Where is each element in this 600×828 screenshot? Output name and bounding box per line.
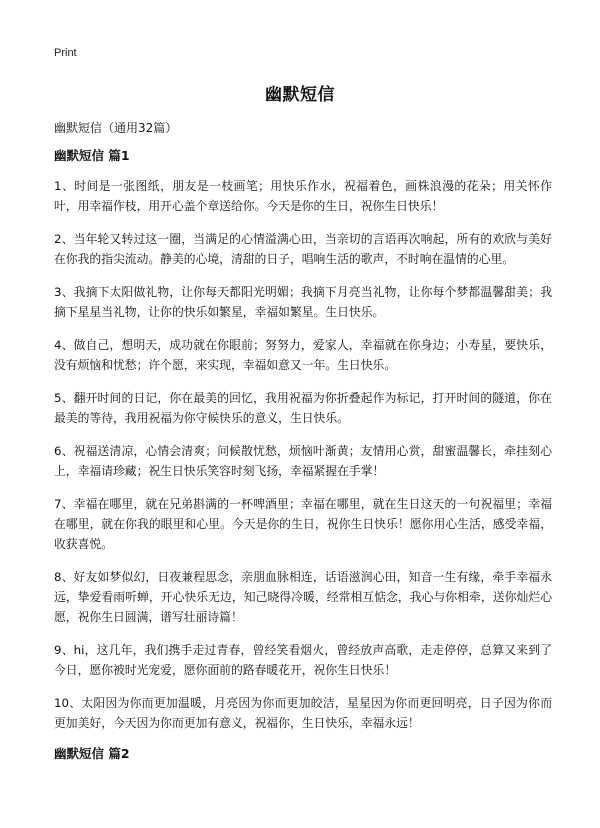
paragraph: 2、当年轮又转过这一圈，当满足的心情溢满心田，当亲切的言语再次响起，所有的欢欣与美好在你我的指尖流动。静美的心境，清甜的日子，唱响生活的歌声，不时响在温情的心里。 [54, 232, 552, 266]
paragraph: 4、做自己，想明天，成功就在你眼前；努努力，爱家人，幸福就在你身边；小寿星，要快乐，没有烦恼和忧愁；许个愿，来实现，幸福如意又一年。生日快乐。 [54, 338, 552, 372]
paragraph: 1、时间是一张图纸，朋友是一枝画笔；用快乐作水，祝福着色，画株浪漫的花朵；用关怀作叶，用幸福作枝，用开心盖个章送给你。今天是你的生日，祝你生日快乐！ [54, 179, 552, 213]
paragraph: 6、祝福送清凉，心情会清爽；问候散忧愁，烦恼叶渐黄；友情用心赏，甜蜜温馨长，牵挂刻心上，幸福请珍藏；祝生日快乐笑容时刻飞扬，幸福紧握在手掌！ [54, 444, 552, 478]
section-heading: 幽默短信 篇2 [54, 746, 130, 761]
section [54, 746, 552, 762]
section [54, 148, 552, 733]
paragraph: 10、太阳因为你而更加温暖，月亮因为你而更加皎洁，星星因为你而更回明亮，日子因为你而更加美好，今天因为你而更加有意义，祝福你，生日快乐，幸福永远！ [54, 696, 552, 730]
paragraph: 8、好友如梦似幻，日夜兼程思念，亲朋血脉相连，话语滋润心田，知音一生有缘，牵手幸福永远，挚爱看雨听蝉，开心快乐无边，知己晓得冷暖，经常相互惦念，我心与你相牵，送你灿烂心愿，祝你生日圆满，谱写壮丽诗篇！ [54, 570, 552, 624]
document-subtitle: 幽默短信（通用32篇） [54, 121, 178, 135]
document-title: 幽默短信 [265, 85, 335, 105]
document-body [54, 148, 552, 774]
print-label: Print [54, 47, 77, 59]
paragraph: 9、hi，这几年，我们携手走过青春，曾经笑看烟火，曾经放声高歌，走走停停，总算又来到了今日，愿你被时光宠爱，愿你面前的路春暖花开，祝你生日快乐！ [54, 643, 552, 677]
section-heading: 幽默短信 篇1 [54, 148, 130, 163]
paragraph: 7、幸福在哪里，就在兄弟斟满的一杯啤酒里；幸福在哪里，就在生日这天的一句祝福里；幸福在哪里，就在你我的眼里和心里。今天是你的生日，祝你生日快乐！愿你用心生活，感受幸福，收获喜悦。 [54, 497, 552, 551]
paragraph: 5、翻开时间的日记，你在最美的回忆，我用祝福为你折叠起作为标记，打开时间的隧道，你在最美的等待，我用祝福为你守候快乐的意义，生日快乐。 [54, 391, 552, 425]
paragraph: 3、我摘下太阳做礼物，让你每天都阳光明媚；我摘下月亮当礼物，让你每个梦都温馨甜美；我摘下星星当礼物，让你的快乐如繁星，幸福如繁星。生日快乐。 [54, 285, 552, 319]
